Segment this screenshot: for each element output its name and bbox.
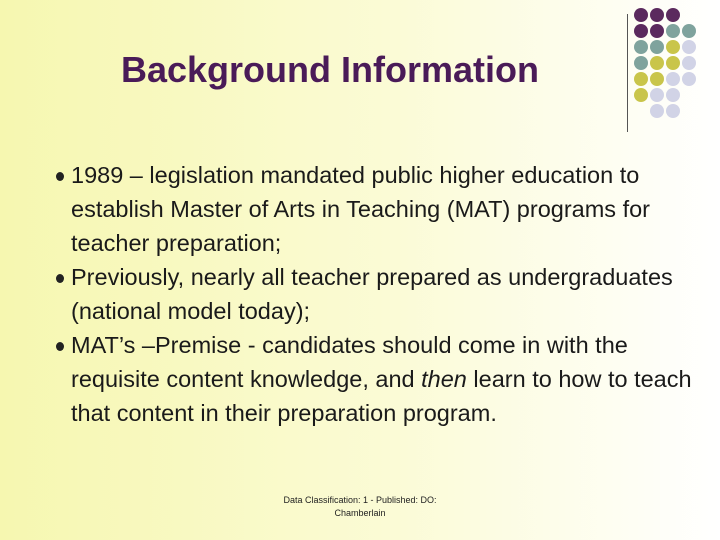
decorative-dot xyxy=(634,72,648,86)
decorative-dot xyxy=(650,24,664,38)
slide-title: Background Information xyxy=(120,49,539,90)
decorative-dot xyxy=(666,40,680,54)
decorative-dot-grid xyxy=(634,8,718,120)
decorative-dot xyxy=(666,8,680,22)
decorative-dot xyxy=(650,72,664,86)
bullet-text: 1989 – legislation mandated public higher education to establish Master of Arts in Teaching (MAT) programs for teacher preparation; xyxy=(71,162,651,256)
decorative-dot xyxy=(634,8,648,22)
decorative-divider-line xyxy=(627,14,628,132)
decorative-dot xyxy=(634,24,648,38)
decorative-dot xyxy=(682,72,696,86)
bullet-text: MAT’s –Premise - candidates should come in with the requisite content knowledge, and xyxy=(71,332,628,392)
decorative-dot xyxy=(666,88,680,102)
decorative-dot xyxy=(650,40,664,54)
decorative-dot xyxy=(666,72,680,86)
decorative-dot xyxy=(682,24,696,38)
bullet-item xyxy=(56,158,696,260)
decorative-dot xyxy=(666,56,680,70)
footer-line-1: Data Classification: 1 - Published: DO: xyxy=(283,495,437,505)
footer-classification xyxy=(250,494,470,520)
decorative-dot xyxy=(650,8,664,22)
bullet-marker-icon xyxy=(56,342,64,351)
bullet-text: learn to how to teach that content in their preparation program. xyxy=(71,366,692,426)
decorative-dot xyxy=(682,40,696,54)
footer-line-2: Chamberlain xyxy=(334,508,386,518)
decorative-dot xyxy=(666,104,680,118)
decorative-dot xyxy=(634,40,648,54)
decorative-dot xyxy=(650,104,664,118)
bullet-item xyxy=(56,328,696,430)
bullet-list xyxy=(56,158,696,430)
decorative-dot xyxy=(650,56,664,70)
decorative-dot xyxy=(682,56,696,70)
decorative-dot xyxy=(634,88,648,102)
bullet-marker-icon xyxy=(56,274,64,283)
bullet-item xyxy=(56,260,696,328)
decorative-dot xyxy=(650,88,664,102)
decorative-dot xyxy=(634,56,648,70)
decorative-dot xyxy=(666,24,680,38)
bullet-marker-icon xyxy=(56,172,64,181)
bullet-text-emphasis: then xyxy=(421,366,467,392)
bullet-text: Previously, nearly all teacher prepared as undergraduates (national model today); xyxy=(71,264,673,324)
